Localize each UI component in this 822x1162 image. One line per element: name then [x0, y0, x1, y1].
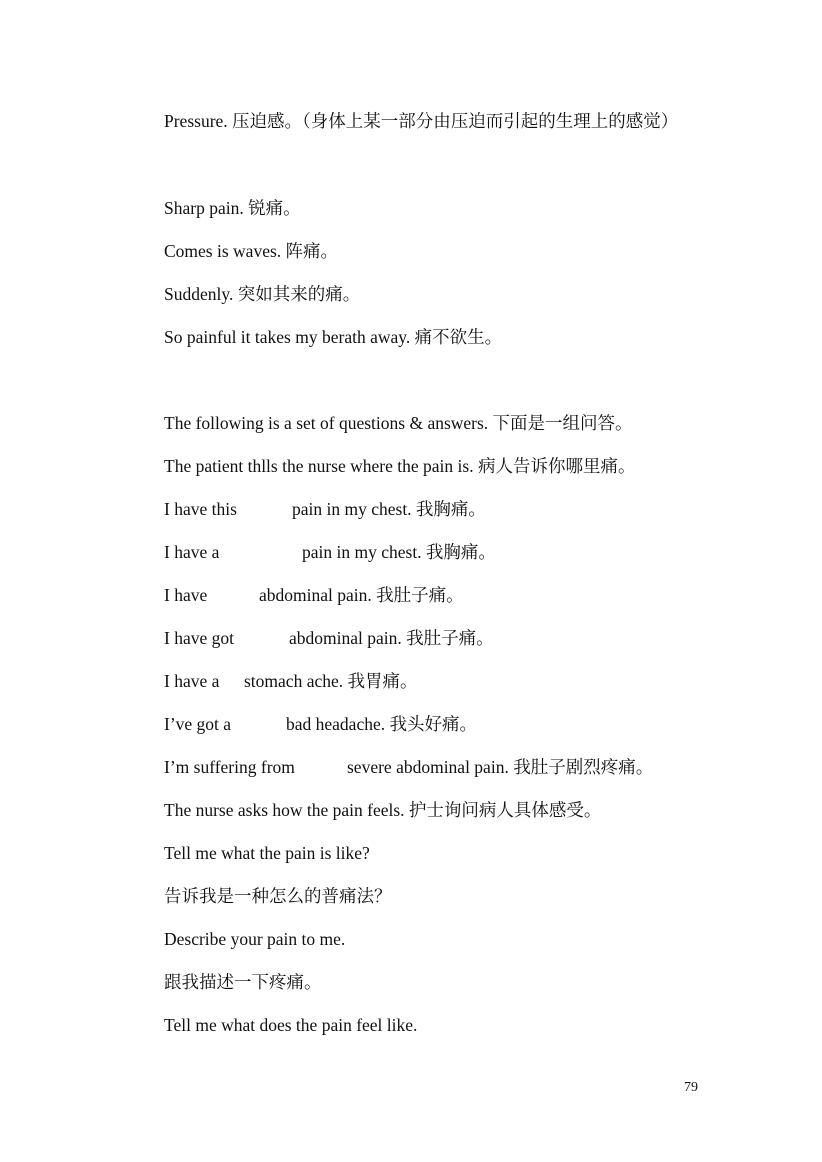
text-line: So painful it takes my berath away. 痛不欲生。 [164, 327, 503, 347]
phrase-end: pain in my chest. 我胸痛。 [302, 542, 496, 562]
text-line: 告诉我是一种怎么的普痛法？ [164, 886, 392, 906]
page-number: 79 [684, 1080, 698, 1095]
phrase-start: I’ve got a [164, 714, 232, 734]
phrase-start: I’m suffering from [164, 757, 295, 777]
phrase-end: bad headache. 我头好痛。 [286, 714, 477, 734]
phrase-start: I have this [164, 499, 237, 519]
text-line: Comes is waves. 阵痛。 [164, 241, 339, 261]
phrase-end: abdominal pain. 我肚子痛。 [259, 585, 464, 605]
text-line: 跟我描述一下疼痛。 [164, 972, 322, 992]
text-line: Tell me what does the pain feel like. [164, 1015, 418, 1035]
text-line: Describe your pain to me. [164, 929, 346, 949]
text-line: Suddenly. 突如其来的痛。 [164, 284, 361, 304]
phrase-end: pain in my chest. 我胸痛。 [292, 499, 486, 519]
phrase-start: I have [164, 585, 208, 605]
phrase-start: I have got [164, 628, 234, 648]
text-line: The following is a set of questions & answers. 下面是一组问答。 [164, 413, 633, 433]
phrase-start: I have a [164, 542, 220, 562]
phrase-end: severe abdominal pain. 我肚子剧烈疼痛。 [347, 757, 654, 777]
text-line: The patient thlls the nurse where the pain is. 病人告诉你哪里痛。 [164, 456, 636, 476]
text-line: Sharp pain. 锐痛。 [164, 198, 301, 218]
text-line: The nurse asks how the pain feels. 护士询问病人具体感受。 [164, 800, 602, 820]
phrase-start: I have a [164, 671, 220, 691]
text-line: Tell me what the pain is like? [164, 843, 370, 863]
phrase-end: stomach ache. 我胃痛。 [244, 671, 418, 691]
paragraph-pressure: Pressure. 压迫感。（身体上某一部分由压迫而引起的生理上的感觉） [164, 111, 679, 131]
phrase-end: abdominal pain. 我肚子痛。 [289, 628, 494, 648]
